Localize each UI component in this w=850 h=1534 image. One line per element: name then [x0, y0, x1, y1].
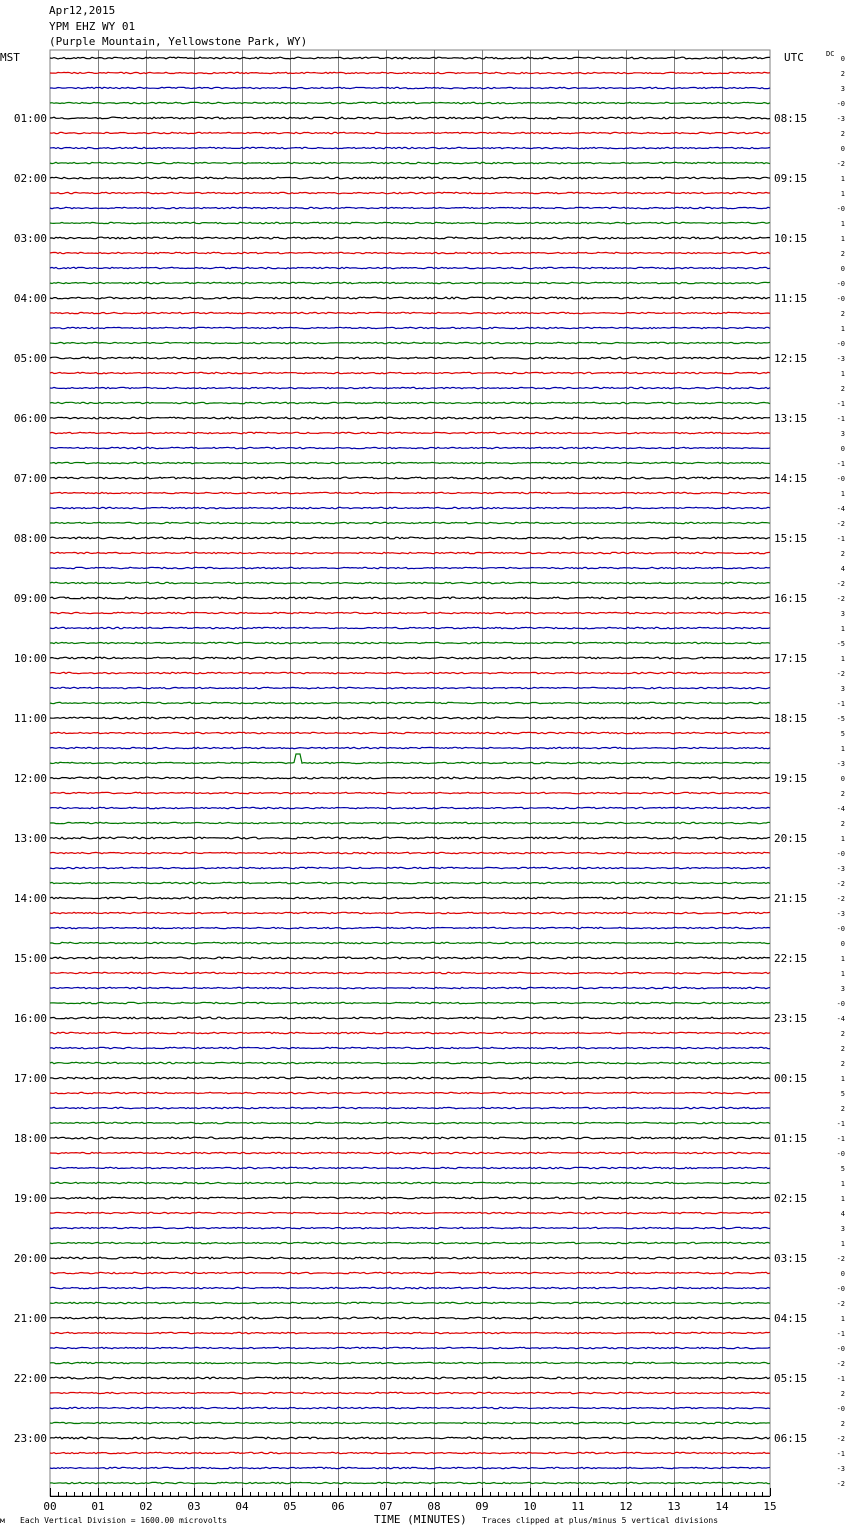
dc-offset-value: 2: [840, 820, 845, 828]
dc-offset-value: -0: [836, 205, 845, 213]
trace-line: [50, 57, 770, 59]
left-hour-label: 16:00: [13, 1012, 47, 1025]
dc-offset-value: 0: [840, 940, 845, 948]
dc-offset-value: 3: [840, 610, 845, 618]
trace-line: [50, 1092, 770, 1093]
trace-line: [50, 957, 770, 959]
trace-line: [50, 552, 770, 553]
right-hour-label: 08:15: [774, 112, 808, 125]
trace-line: [50, 732, 770, 733]
right-hour-label: 00:15: [774, 1072, 808, 1085]
dc-offset-value: -0: [836, 340, 845, 348]
left-hour-label: 01:00: [13, 112, 47, 125]
minute-grid: [50, 50, 771, 1497]
trace-line: [50, 1047, 770, 1048]
left-hour-label: 21:00: [13, 1312, 47, 1325]
plot-date: Apr12,2015: [49, 4, 116, 17]
trace-line: [50, 1317, 770, 1319]
trace-line: [50, 1272, 770, 1273]
dc-offset-value: 2: [840, 1030, 845, 1038]
time-tick-label: 06: [331, 1500, 345, 1513]
trace-line: [50, 702, 770, 703]
trace-line: [50, 462, 770, 463]
trace-line: [50, 1107, 770, 1108]
dc-offset-value: -1: [836, 1450, 845, 1458]
time-tick-label: 07: [379, 1500, 393, 1513]
dc-offset-value: -0: [836, 280, 845, 288]
dc-offset-value: -0: [836, 1285, 845, 1293]
dc-offset-value: 0: [840, 265, 845, 273]
dc-offset-value: -1: [836, 460, 845, 468]
dc-offset-value: 1: [840, 1240, 845, 1248]
trace-line: [50, 477, 770, 479]
left-hour-label: 17:00: [13, 1072, 47, 1085]
trace-line: [50, 72, 770, 73]
dc-offset-value: 1: [840, 490, 845, 498]
trace-line: [50, 642, 770, 643]
trace-line: [50, 372, 770, 373]
trace-line: [50, 1362, 770, 1363]
dc-offset-value: -2: [836, 1255, 845, 1263]
dc-offset-value: 1: [840, 625, 845, 633]
time-tick-label: 13: [667, 1500, 681, 1513]
clip-note: Traces clipped at plus/minus 5 vertical divisions: [482, 1516, 719, 1525]
trace-line: [50, 972, 770, 973]
dc-offset-value: -1: [836, 1120, 845, 1128]
right-hour-label: 13:15: [774, 412, 808, 425]
trace-line: [50, 852, 770, 853]
dc-offset-value: -1: [836, 1135, 845, 1143]
trace-line: [50, 1137, 770, 1139]
dc-offset-value: -2: [836, 880, 845, 888]
dc-offset-value: 1: [840, 1075, 845, 1083]
trace-line: [50, 792, 770, 793]
trace-line: [50, 1332, 770, 1333]
trace-line: [50, 177, 770, 179]
trace-line: [50, 807, 770, 808]
trace-line: [50, 612, 770, 613]
trace-line: [50, 327, 770, 328]
dc-offset-value: 2: [840, 130, 845, 138]
dc-offset-value: -0: [836, 100, 845, 108]
dc-offset-value: 1: [840, 235, 845, 243]
trace-line: [50, 87, 770, 88]
right-hour-label: 10:15: [774, 232, 808, 245]
trace-line: [50, 117, 770, 119]
trace-line: [50, 1257, 770, 1259]
dc-offset-value: -3: [836, 355, 845, 363]
dc-offset-value: 4: [840, 565, 845, 573]
trace-line: [50, 312, 770, 313]
dc-offset-value: 2: [840, 790, 845, 798]
left-hour-label: 02:00: [13, 172, 47, 185]
dc-offset-value: 5: [840, 1165, 845, 1173]
left-hour-label: 13:00: [13, 832, 47, 845]
dc-offset-value: -0: [836, 925, 845, 933]
dc-offset-value: 3: [840, 1225, 845, 1233]
logo-mark: м: [0, 1516, 5, 1525]
dc-offset-value: 2: [840, 1045, 845, 1053]
time-tick-label: 01: [91, 1500, 105, 1513]
right-hour-label: 23:15: [774, 1012, 808, 1025]
dc-offset-value: 5: [840, 730, 845, 738]
time-tick-label: 11: [571, 1500, 585, 1513]
dc-offset-value: -1: [836, 415, 845, 423]
trace-line: [50, 192, 770, 193]
dc-offset-value: -0: [836, 1405, 845, 1413]
trace-line: [50, 492, 770, 493]
dc-offset-value: 1: [840, 835, 845, 843]
left-hour-label: 04:00: [13, 292, 47, 305]
dc-offset-value: -0: [836, 1345, 845, 1353]
dc-offset-value: -1: [836, 1375, 845, 1383]
dc-offset-value: -1: [836, 700, 845, 708]
right-hour-label: 14:15: [774, 472, 808, 485]
trace-line: [50, 252, 770, 253]
dc-offset-value: 3: [840, 430, 845, 438]
left-hour-label: 09:00: [13, 592, 47, 605]
trace-line: [50, 1287, 770, 1288]
dc-offset-value: 1: [840, 655, 845, 663]
right-hour-label: 22:15: [774, 952, 808, 965]
trace-line: [50, 747, 770, 748]
time-tick-label: 15: [763, 1500, 777, 1513]
time-tick-label: 10: [523, 1500, 537, 1513]
dc-offset-value: -2: [836, 1435, 845, 1443]
dc-offset-value: 1: [840, 1315, 845, 1323]
left-timezone-label: MST: [0, 51, 20, 64]
trace-line: [50, 1392, 770, 1393]
left-hour-label: 07:00: [13, 472, 47, 485]
right-hour-label: 17:15: [774, 652, 808, 665]
trace-line: [50, 282, 770, 283]
dc-offset-value: 2: [840, 1105, 845, 1113]
trace-line: [50, 297, 770, 299]
left-hour-label: 05:00: [13, 352, 47, 365]
dc-offset-value: -0: [836, 1150, 845, 1158]
trace-line: [50, 867, 770, 868]
dc-offset-value: 2: [840, 70, 845, 78]
left-hour-label: 12:00: [13, 772, 47, 785]
left-hour-label: 15:00: [13, 952, 47, 965]
left-hour-label: 20:00: [13, 1252, 47, 1265]
trace-line: [50, 942, 770, 943]
left-hour-label: 19:00: [13, 1192, 47, 1205]
dc-offset-value: -3: [836, 115, 845, 123]
dc-offset-value: 2: [840, 385, 845, 393]
trace-line: [50, 1467, 770, 1468]
right-hour-label: 05:15: [774, 1372, 808, 1385]
trace-line: [50, 1302, 770, 1303]
trace-line: [50, 147, 770, 148]
trace-line: [50, 1152, 770, 1153]
dc-offset-value: -4: [836, 505, 845, 513]
trace-line: [50, 1452, 770, 1453]
trace-line: [50, 717, 770, 719]
trace-line: [50, 1182, 770, 1183]
trace-line: [50, 1407, 770, 1408]
trace-line: [50, 837, 770, 839]
dc-offset-value: -1: [836, 535, 845, 543]
right-hour-label: 04:15: [774, 1312, 808, 1325]
right-timezone-label: UTC: [784, 51, 804, 64]
dc-offset-value: -2: [836, 595, 845, 603]
trace-line: [50, 897, 770, 899]
trace-line: [50, 1347, 770, 1348]
dc-offset-value: -3: [836, 1465, 845, 1473]
dc-offset-value: 1: [840, 370, 845, 378]
trace-line: [50, 132, 770, 133]
left-hour-label: 10:00: [13, 652, 47, 665]
dc-column-header: DC: [826, 50, 835, 58]
plot-frame: [50, 50, 770, 1496]
dc-offset-value: 0: [840, 55, 845, 63]
trace-line: [50, 927, 770, 928]
trace-line: [50, 882, 770, 883]
trace-line: [50, 1002, 770, 1003]
trace-line: [50, 267, 770, 268]
left-hour-label: 22:00: [13, 1372, 47, 1385]
right-hour-label: 21:15: [774, 892, 808, 905]
left-hour-label: 11:00: [13, 712, 47, 725]
right-hour-label: 15:15: [774, 532, 808, 545]
dc-offset-value: -4: [836, 1015, 845, 1023]
right-hour-label: 16:15: [774, 592, 808, 605]
trace-line: [50, 537, 770, 539]
dc-offset-value: -0: [836, 850, 845, 858]
dc-offset-value: -3: [836, 760, 845, 768]
trace-line: [50, 1062, 770, 1063]
dc-offset-value: -3: [836, 910, 845, 918]
dc-offset-value: 1: [840, 745, 845, 753]
right-hour-label: 06:15: [774, 1432, 808, 1445]
dc-offset-value: -3: [836, 865, 845, 873]
trace-line: [50, 597, 770, 599]
trace-line: [50, 1242, 770, 1243]
trace-line: [50, 1227, 770, 1228]
scale-note: Each Vertical Division = 1600.00 microvolts: [20, 1516, 228, 1525]
trace-line: [50, 237, 770, 239]
trace-line: [50, 402, 770, 403]
trace-line: [50, 672, 770, 673]
dc-offset-value: -2: [836, 1300, 845, 1308]
right-hour-label: 09:15: [774, 172, 808, 185]
dc-offset-value: 0: [840, 1270, 845, 1278]
left-hour-label: 06:00: [13, 412, 47, 425]
trace-line: [50, 1077, 770, 1079]
dc-offset-value: 0: [840, 775, 845, 783]
time-tick-label: 02: [139, 1500, 153, 1513]
right-hour-label: 02:15: [774, 1192, 808, 1205]
dc-offset-value: -2: [836, 580, 845, 588]
dc-offset-value: -2: [836, 160, 845, 168]
trace-line: [50, 417, 770, 419]
dc-offset-value: 2: [840, 310, 845, 318]
dc-offset-value: -2: [836, 1360, 845, 1368]
dc-offset-value: -0: [836, 475, 845, 483]
dc-offset-value: 2: [840, 250, 845, 258]
dc-offset-value: 1: [840, 325, 845, 333]
dc-offset-value: 1: [840, 1195, 845, 1203]
trace-line: [50, 342, 770, 343]
trace-line: [50, 657, 770, 659]
trace-line: [50, 1437, 770, 1439]
right-hour-label: 12:15: [774, 352, 808, 365]
right-hour-label: 03:15: [774, 1252, 808, 1265]
time-tick-label: 08: [427, 1500, 441, 1513]
right-hour-label: 19:15: [774, 772, 808, 785]
left-hour-label: 03:00: [13, 232, 47, 245]
trace-line: [50, 1017, 770, 1019]
dc-offset-value: -4: [836, 805, 845, 813]
dc-offset-value: 4: [840, 1210, 845, 1218]
dc-offset-value: -2: [836, 1480, 845, 1488]
axis-labels: [0, 50, 845, 1513]
dc-offset-value: 0: [840, 145, 845, 153]
dc-offset-value: 1: [840, 970, 845, 978]
x-axis-title: TIME (MINUTES): [374, 1513, 467, 1526]
trace-line: [50, 507, 770, 508]
trace-line: [50, 102, 770, 103]
time-tick-label: 14: [715, 1500, 729, 1513]
trace-line: [50, 1197, 770, 1199]
trace-line: [50, 387, 770, 388]
trace-line: [50, 357, 770, 359]
dc-offset-value: 3: [840, 85, 845, 93]
time-tick-label: 00: [43, 1500, 57, 1513]
dc-offset-value: 3: [840, 685, 845, 693]
right-hour-label: 20:15: [774, 832, 808, 845]
dc-offset-value: 1: [840, 1180, 845, 1188]
dc-offset-value: 2: [840, 1060, 845, 1068]
trace-line: [50, 207, 770, 208]
trace-line: [50, 627, 770, 628]
trace-line: [50, 754, 770, 764]
trace-line: [50, 687, 770, 688]
right-hour-label: 11:15: [774, 292, 808, 305]
left-hour-label: 23:00: [13, 1432, 47, 1445]
time-tick-label: 12: [619, 1500, 633, 1513]
dc-offset-value: 2: [840, 550, 845, 558]
dc-offset-value: 1: [840, 220, 845, 228]
dc-offset-value: -5: [836, 640, 845, 648]
trace-line: [50, 1482, 770, 1483]
dc-offset-value: -1: [836, 400, 845, 408]
time-tick-label: 09: [475, 1500, 489, 1513]
left-hour-label: 18:00: [13, 1132, 47, 1145]
right-hour-label: 01:15: [774, 1132, 808, 1145]
trace-line: [50, 822, 770, 823]
dc-offset-value: -2: [836, 520, 845, 528]
trace-line: [50, 162, 770, 163]
left-hour-label: 14:00: [13, 892, 47, 905]
dc-offset-value: -1: [836, 1330, 845, 1338]
trace-line: [50, 567, 770, 568]
trace-line: [50, 222, 770, 223]
trace-line: [50, 987, 770, 988]
dc-offset-value: 2: [840, 1420, 845, 1428]
station-location: (Purple Mountain, Yellowstone Park, WY): [49, 35, 308, 48]
trace-line: [50, 1212, 770, 1213]
trace-line: [50, 522, 770, 523]
dc-offset-value: 2: [840, 1390, 845, 1398]
trace-line: [50, 1032, 770, 1033]
dc-offset-value: 1: [840, 955, 845, 963]
dc-offset-value: -0: [836, 1000, 845, 1008]
time-tick-label: 04: [235, 1500, 249, 1513]
right-hour-label: 18:15: [774, 712, 808, 725]
trace-line: [50, 777, 770, 779]
trace-line: [50, 582, 770, 583]
dc-offset-value: 3: [840, 985, 845, 993]
trace-line: [50, 1167, 770, 1168]
left-hour-label: 08:00: [13, 532, 47, 545]
dc-offset-value: 0: [840, 445, 845, 453]
dc-offset-value: 1: [840, 190, 845, 198]
trace-line: [50, 1422, 770, 1423]
time-tick-label: 05: [283, 1500, 297, 1513]
trace-line: [50, 447, 770, 448]
dc-offset-value: 5: [840, 1090, 845, 1098]
seismic-traces: [50, 57, 770, 1484]
trace-line: [50, 1377, 770, 1379]
trace-line: [50, 432, 770, 433]
trace-line: [50, 1122, 770, 1123]
dc-offset-value: -2: [836, 895, 845, 903]
dc-offset-value: 1: [840, 175, 845, 183]
dc-offset-value: -0: [836, 295, 845, 303]
dc-offset-value: -5: [836, 715, 845, 723]
time-tick-label: 03: [187, 1500, 201, 1513]
dc-offset-value: -2: [836, 670, 845, 678]
station-name: YPM EHZ WY 01: [49, 20, 136, 33]
trace-line: [50, 912, 770, 913]
